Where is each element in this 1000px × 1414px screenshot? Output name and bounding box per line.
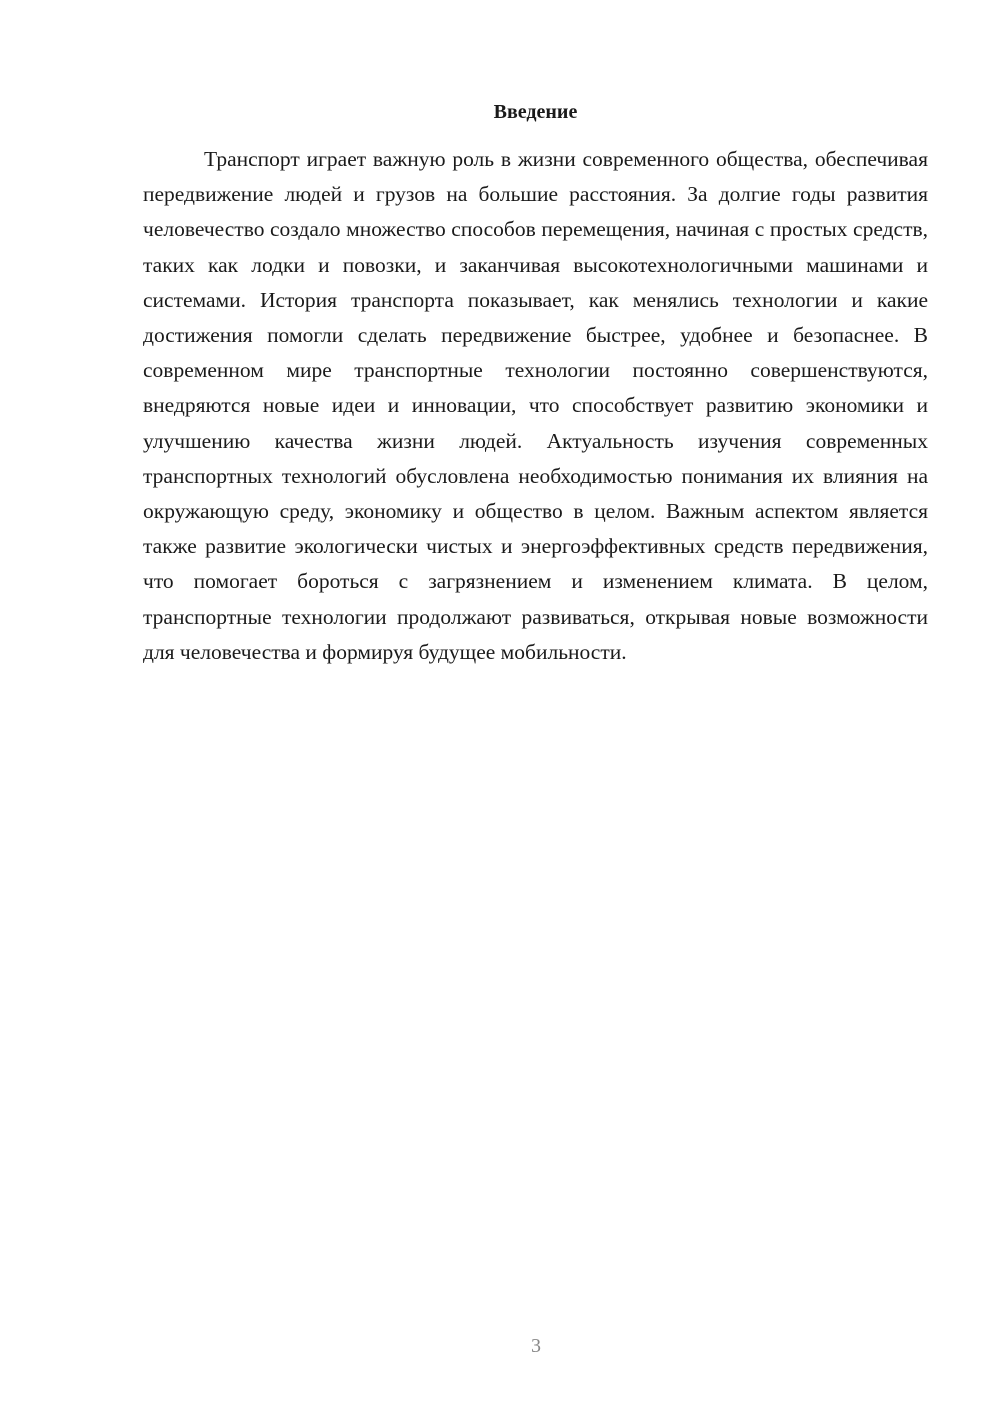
body-paragraph: Транспорт играет важную роль в жизни современного общества, обеспечивая передвижение людей и грузов на большие расстояния. За долгие годы развития человечество создало множество способов перемещения, начиная с простых средств, таких как лодки и повозки, и заканчивая высокотехнологичными машинами и системами. История транспорта показывает, как менялись технологии и какие достижения помогли сделать передвижение быстрее, удобнее и безопаснее. В современном мире транспортные технологии постоянно совершенствуются, внедряются новые идеи и инновации, что способствует развитию экономики и улучшению качества жизни людей. Актуальность изучения современных транспортных технологий обусловлена необходимостью понимания их влияния на окружающую среду, экономику и общество в целом. Важным аспектом является также развитие экологически чистых и энергоэффективных средств передвижения, что помогает бороться с загрязнением и изменением климата. В целом, транспортные технологии продолжают развиваться, открывая новые возможности для человечества и формируя будущее мобильности. xyxy=(143,147,928,664)
page-number: 3 xyxy=(531,1335,541,1357)
section-heading: Введение xyxy=(493,101,578,123)
